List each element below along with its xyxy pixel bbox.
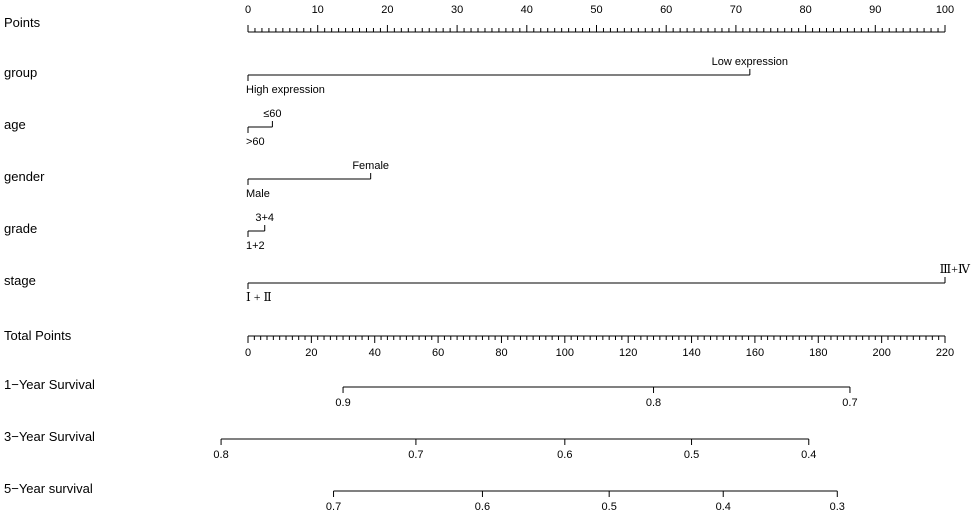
survival-scale-2-tick-label: 0.4 bbox=[801, 449, 817, 461]
survival-scale-3-tick-label: 0.6 bbox=[474, 501, 491, 513]
survival-scale-3-label: 5−Year survival bbox=[4, 481, 93, 496]
points-axis-tick-label: 100 bbox=[935, 4, 955, 16]
variable-label-grade: grade bbox=[4, 221, 38, 236]
variable-level-label: Ⅰ + Ⅱ bbox=[246, 290, 272, 304]
survival-scale-2-tick-label: 0.8 bbox=[213, 449, 229, 461]
points-axis-tick-label: 70 bbox=[729, 4, 743, 16]
total-points-tick-label: 140 bbox=[682, 347, 701, 359]
points-axis-label: Points bbox=[4, 15, 41, 30]
total-points-tick-label: 220 bbox=[935, 347, 955, 359]
variable-level-label: Female bbox=[352, 160, 390, 172]
points-axis-tick-label: 80 bbox=[799, 4, 812, 16]
survival-scale-3-tick-label: 0.7 bbox=[325, 501, 342, 513]
points-axis-tick-label: 10 bbox=[311, 4, 324, 16]
total-points-tick-label: 120 bbox=[619, 347, 638, 359]
points-axis-tick-label: 90 bbox=[869, 4, 882, 16]
variable-label-stage: stage bbox=[4, 273, 36, 288]
points-axis-tick-label: 0 bbox=[244, 4, 252, 16]
survival-scale-3-tick-label: 0.3 bbox=[829, 501, 845, 513]
survival-scale-1-tick-label: 0.9 bbox=[335, 397, 351, 409]
total-points-tick-label: 180 bbox=[809, 347, 828, 359]
total-points-tick-label: 60 bbox=[431, 347, 445, 359]
survival-scale-1-tick-label: 0.8 bbox=[645, 397, 662, 409]
variable-label-gender: gender bbox=[4, 169, 45, 184]
variable-level-label: Low expression bbox=[711, 56, 789, 68]
survival-scale-2-tick-label: 0.5 bbox=[683, 449, 700, 461]
points-axis-tick-label: 20 bbox=[381, 4, 394, 16]
total-points-tick-label: 100 bbox=[555, 347, 574, 359]
points-axis-tick-label: 40 bbox=[520, 4, 533, 16]
variable-level-label: ≤60 bbox=[263, 108, 282, 120]
total-points-tick-label: 160 bbox=[745, 347, 765, 359]
survival-scale-3-tick-label: 0.5 bbox=[601, 501, 617, 513]
points-axis-tick-label: 30 bbox=[450, 4, 464, 16]
survival-scale-2-tick-label: 0.6 bbox=[557, 449, 573, 461]
total-points-axis-label: Total Points bbox=[4, 328, 72, 343]
total-points-tick-label: 40 bbox=[368, 347, 381, 359]
survival-scale-1-tick-label: 0.7 bbox=[842, 397, 858, 409]
total-points-tick-label: 80 bbox=[495, 347, 508, 359]
survival-scale-1-label: 1−Year Survival bbox=[4, 377, 95, 392]
variable-level-label: High expression bbox=[246, 84, 325, 96]
survival-scale-2-label: 3−Year Survival bbox=[4, 429, 95, 444]
variable-level-label: 1+2 bbox=[246, 240, 265, 252]
points-axis-tick-label: 50 bbox=[590, 4, 603, 16]
total-points-tick-label: 20 bbox=[305, 347, 318, 359]
survival-scale-3-tick-label: 0.4 bbox=[715, 501, 731, 513]
variable-level-label: >60 bbox=[246, 136, 265, 148]
variable-level-label: Ⅲ+Ⅳ bbox=[939, 262, 970, 276]
points-axis-tick-label: 60 bbox=[660, 4, 673, 16]
survival-scale-2-tick-label: 0.7 bbox=[408, 449, 424, 461]
variable-level-label: Male bbox=[246, 188, 270, 200]
total-points-tick-label: 200 bbox=[872, 347, 891, 359]
total-points-tick-label: 0 bbox=[244, 347, 252, 359]
variable-label-group: group bbox=[4, 65, 38, 80]
variable-label-age: age bbox=[4, 117, 26, 132]
variable-level-label: 3+4 bbox=[255, 212, 275, 224]
